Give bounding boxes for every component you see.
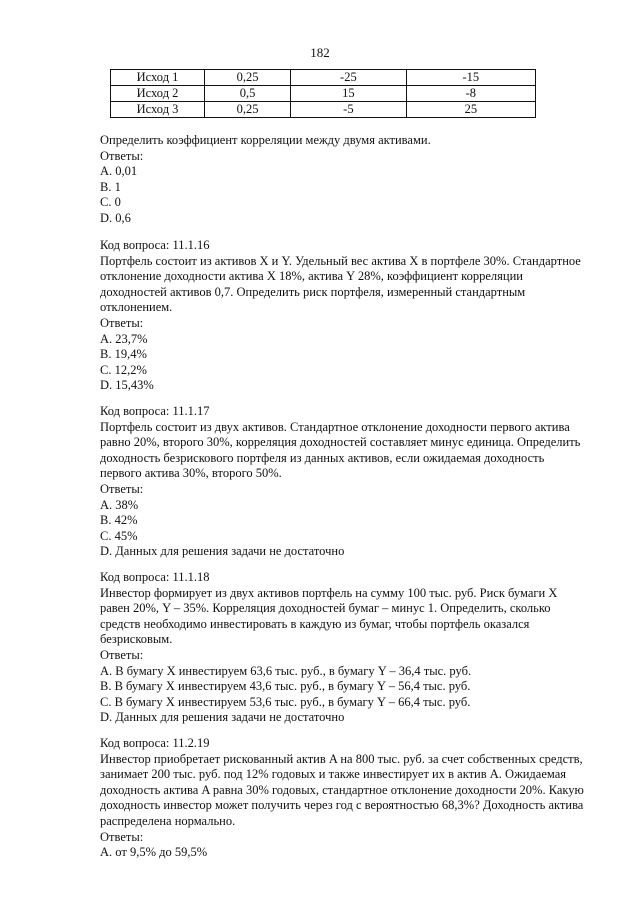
question-code: Код вопроса: 11.1.18: [100, 570, 210, 584]
question-code: Код вопроса: 11.1.17: [100, 404, 210, 418]
answer-option: B. 1: [100, 179, 121, 194]
table-row: [111, 70, 536, 86]
question-text: первого актива 30%, второго 50%.: [100, 466, 282, 481]
question-text: средств необходимо инвестировать в каждую из бумаг, чтобы портфель оказался: [100, 616, 530, 631]
answer-option: A. 38%: [100, 497, 139, 512]
table-cell: Исход 2: [111, 86, 205, 102]
question-text: Портфель состоит из активов X и Y. Удельный вес актива X в портфеле 30%. Стандартное: [100, 253, 581, 268]
table-cell: 0,25: [205, 102, 291, 118]
table-cell: Исход 1: [111, 70, 205, 86]
answers-label: Ответы:: [100, 481, 144, 496]
answer-option: A. 0,01: [100, 164, 138, 179]
question-text: отклонением.: [100, 300, 173, 315]
question-text: доходность безрискового портфеля из данных активов, если ожидаемая доходность: [100, 450, 545, 465]
answers-label: Ответы:: [100, 315, 144, 330]
answer-option: C. 12,2%: [100, 362, 147, 377]
table-cell: 0,25: [205, 70, 291, 86]
table-cell: -25: [291, 70, 407, 86]
question-text: равно 20%, второго 30%, корреляция доходностей составляет минус единица. Определить: [100, 435, 581, 450]
table-cell: -8: [406, 86, 535, 102]
outcomes-table: [110, 69, 536, 118]
table-cell: 15: [291, 86, 407, 102]
answers-label: Ответы:: [100, 829, 144, 844]
page-number: 182: [310, 45, 330, 60]
table-row: [111, 102, 536, 118]
table-cell: Исход 3: [111, 102, 205, 118]
answer-option: A. от 9,5% до 59,5%: [100, 845, 208, 860]
answer-option: D. Данных для решения задачи не достаточно: [100, 710, 345, 725]
question-text: занимает 200 тыс. руб. под 12% годовых и также инвестирует их в актив A. Ожидаемая: [100, 767, 566, 782]
answer-option: B. 19,4%: [100, 347, 147, 362]
question-block: [100, 404, 610, 560]
question-block: [100, 570, 610, 726]
question-code: Код вопроса: 11.1.16: [100, 238, 210, 252]
answer-option: D. 0,6: [100, 210, 131, 225]
question-block: [100, 238, 610, 394]
table-cell: 25: [406, 102, 535, 118]
answer-option: D. 15,43%: [100, 378, 154, 393]
answer-option: A. В бумагу X инвестируем 63,6 тыс. руб., в бумагу Y – 36,4 тыс. руб.: [100, 663, 472, 678]
table-row: [111, 86, 536, 102]
question-text: распределена нормально.: [100, 813, 236, 828]
question-block: [100, 133, 610, 227]
question-text: Определить коэффициент корреляции между двумя активами.: [100, 133, 431, 147]
question-text: равен 20%, Y – 35%. Корреляция доходностей бумаг – минус 1. Определить, сколько: [100, 601, 551, 616]
table-cell: -5: [291, 102, 407, 118]
question-text: доходностей активов 0,7. Определить риск портфеля, измеренный стандартным: [100, 284, 526, 299]
answer-option: C. 0: [100, 195, 121, 210]
question-text: Инвестор формирует из двух активов портфель на сумму 100 тыс. руб. Риск бумаги X: [100, 585, 558, 600]
answers-label: Ответы:: [100, 647, 144, 662]
table-cell: 0,5: [205, 86, 291, 102]
question-text: отклонение доходности актива X 18%, актива Y 28%, коэффициент корреляции: [100, 269, 523, 284]
answer-option: C. 45%: [100, 528, 138, 543]
question-text: Портфель состоит из двух активов. Стандартное отклонение доходности первого актива: [100, 419, 570, 434]
answer-option: A. 23,7%: [100, 331, 148, 346]
question-text: Инвестор приобретает рискованный актив A на 800 тыс. руб. за счет собственных средств,: [100, 751, 583, 766]
answer-option: B. 42%: [100, 513, 138, 528]
answer-option: D. Данных для решения задачи не достаточно: [100, 544, 345, 559]
answer-option: B. В бумагу X инвестируем 43,6 тыс. руб., в бумагу Y – 56,4 тыс. руб.: [100, 679, 471, 694]
answers-label: Ответы:: [100, 148, 144, 163]
question-text: безрисковым.: [100, 632, 173, 647]
question-text: доходность инвестор может получить через год с вероятностью 68,3%? Доходность актива: [100, 798, 584, 813]
table-cell: -15: [406, 70, 535, 86]
question-code: Код вопроса: 11.2.19: [100, 736, 210, 750]
question-text: доходность актива A равна 30% годовых, стандартное отклонение доходности 20%. Какую: [100, 782, 584, 797]
question-block: [100, 736, 610, 861]
answer-option: C. В бумагу X инвестируем 53,6 тыс. руб., в бумагу Y – 66,4 тыс. руб.: [100, 694, 471, 709]
